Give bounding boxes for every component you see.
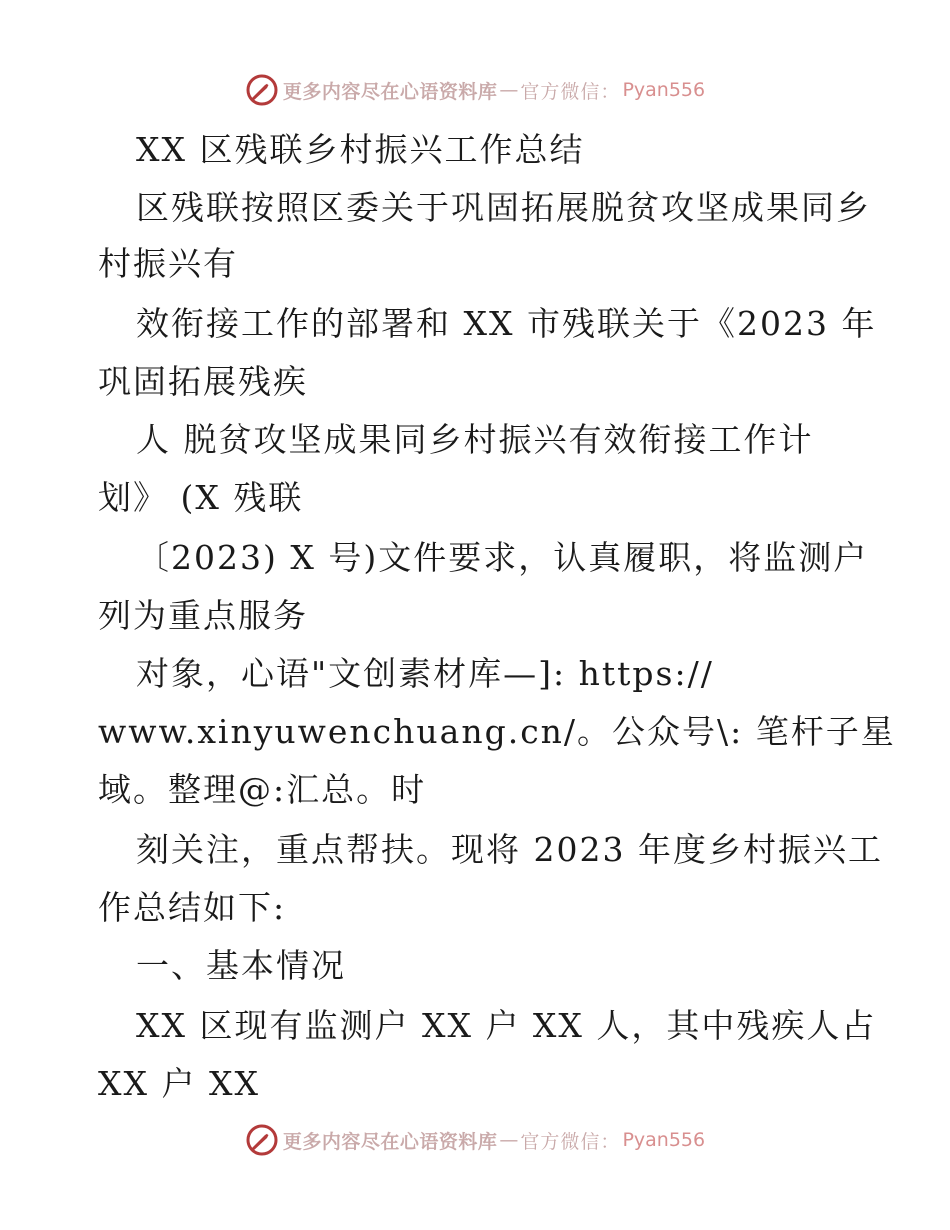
watermark-site-text: 更多内容尽在心语资料库 bbox=[282, 1130, 498, 1153]
watermark-id-text: Pyan556 bbox=[622, 1129, 706, 1151]
paragraph-line: 列为重点服务 bbox=[98, 596, 308, 635]
watermark-site-text: 更多内容尽在心语资料库 bbox=[282, 80, 498, 103]
watermark-id-text: Pyan556 bbox=[622, 79, 706, 101]
watermark-label-text: 官方微信： bbox=[520, 1130, 621, 1153]
document-title: XX 区残联乡村振兴工作总结 bbox=[136, 130, 585, 169]
paragraph-line: 〔2023) X 号)文件要求，认真履职，将监测户 bbox=[136, 538, 869, 577]
watermark-banner-top bbox=[0, 70, 950, 110]
paragraph-line: 效衔接工作的部署和 XX 市残联关于《2023 年 bbox=[136, 304, 877, 343]
paragraph-line: 巩固拓展残疾 bbox=[98, 362, 308, 401]
brush-logo-icon bbox=[245, 1123, 279, 1157]
paragraph-line: 作总结如下: bbox=[98, 888, 287, 927]
brush-logo-icon bbox=[245, 73, 279, 107]
paragraph-line: XX 户 XX bbox=[98, 1064, 260, 1103]
paragraph-line: 村振兴有 bbox=[98, 244, 238, 283]
paragraph-line: 划》 (X 残联 bbox=[98, 478, 304, 517]
watermark-label-text: 官方微信： bbox=[520, 80, 621, 103]
paragraph-line: www.xinyuwenchuang.cn/。公众号\: 笔杆子星 bbox=[98, 712, 896, 751]
paragraph-line: 区残联按照区委关于巩固拓展脱贫攻坚成果同乡 bbox=[136, 188, 871, 227]
watermark-dash: — bbox=[499, 1129, 519, 1151]
paragraph-line: XX 区现有监测户 XX 户 XX 人，其中残疾人占 bbox=[136, 1006, 877, 1045]
paragraph-line: 人 脱贫攻坚成果同乡村振兴有效衔接工作计 bbox=[136, 420, 814, 459]
paragraph-line: 对象，心语"文创素材库—]: https:// bbox=[136, 654, 714, 693]
paragraph-line: 域。整理@:汇总。时 bbox=[98, 770, 427, 809]
paragraph-line: 刻关注，重点帮扶。现将 2023 年度乡村振兴工 bbox=[136, 830, 883, 869]
watermark-dash: — bbox=[499, 79, 519, 101]
watermark-banner-bottom bbox=[0, 1120, 950, 1160]
section-heading: 一、基本情况 bbox=[136, 946, 346, 985]
